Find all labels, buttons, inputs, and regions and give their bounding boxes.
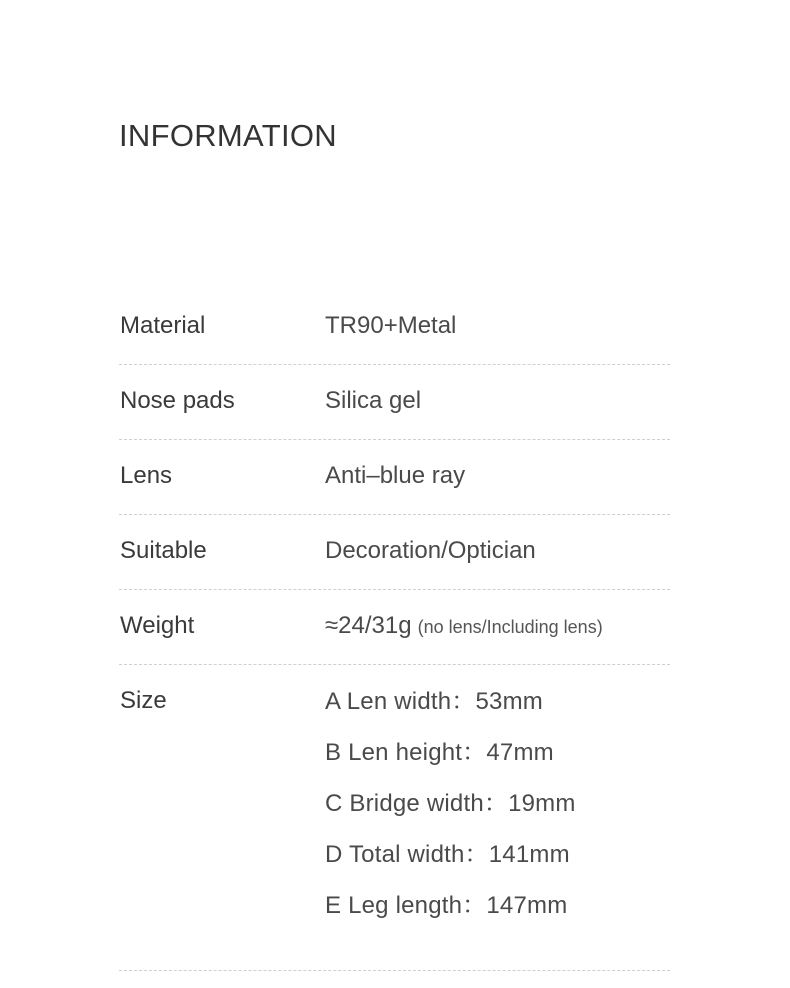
spec-row-size: [119, 665, 670, 971]
spec-label: Nose pads: [120, 387, 235, 414]
spec-row-nose-pads: [119, 365, 670, 440]
size-item: D Total width：141mm: [325, 841, 570, 868]
page-title: INFORMATION: [119, 118, 337, 153]
spec-value: TR90+Metal: [325, 312, 457, 339]
spec-value-note: (no lens/Including lens): [417, 617, 603, 637]
spec-label: Material: [120, 312, 206, 339]
size-item: E Leg length：147mm: [325, 892, 568, 919]
spec-row-material: [119, 290, 670, 365]
spec-value: ≈24/31g: [325, 612, 412, 639]
spec-label: Suitable: [120, 537, 207, 564]
spec-label: Weight: [120, 612, 195, 639]
spec-value-wrap: [325, 612, 603, 640]
size-list: [325, 687, 576, 942]
spec-table: [119, 290, 670, 971]
spec-row-weight: [119, 590, 670, 665]
spec-row-suitable: [119, 515, 670, 590]
spec-value: Decoration/Optician: [325, 537, 536, 564]
spec-value: Silica gel: [325, 387, 422, 414]
spec-row-lens: [119, 440, 670, 515]
spec-value: Anti–blue ray: [325, 462, 466, 489]
size-item: A Len width：53mm: [325, 688, 543, 715]
size-item: C Bridge width：19mm: [325, 790, 576, 817]
spec-label: Size: [120, 687, 167, 714]
size-item: B Len height：47mm: [325, 739, 554, 766]
spec-label: Lens: [120, 462, 173, 489]
